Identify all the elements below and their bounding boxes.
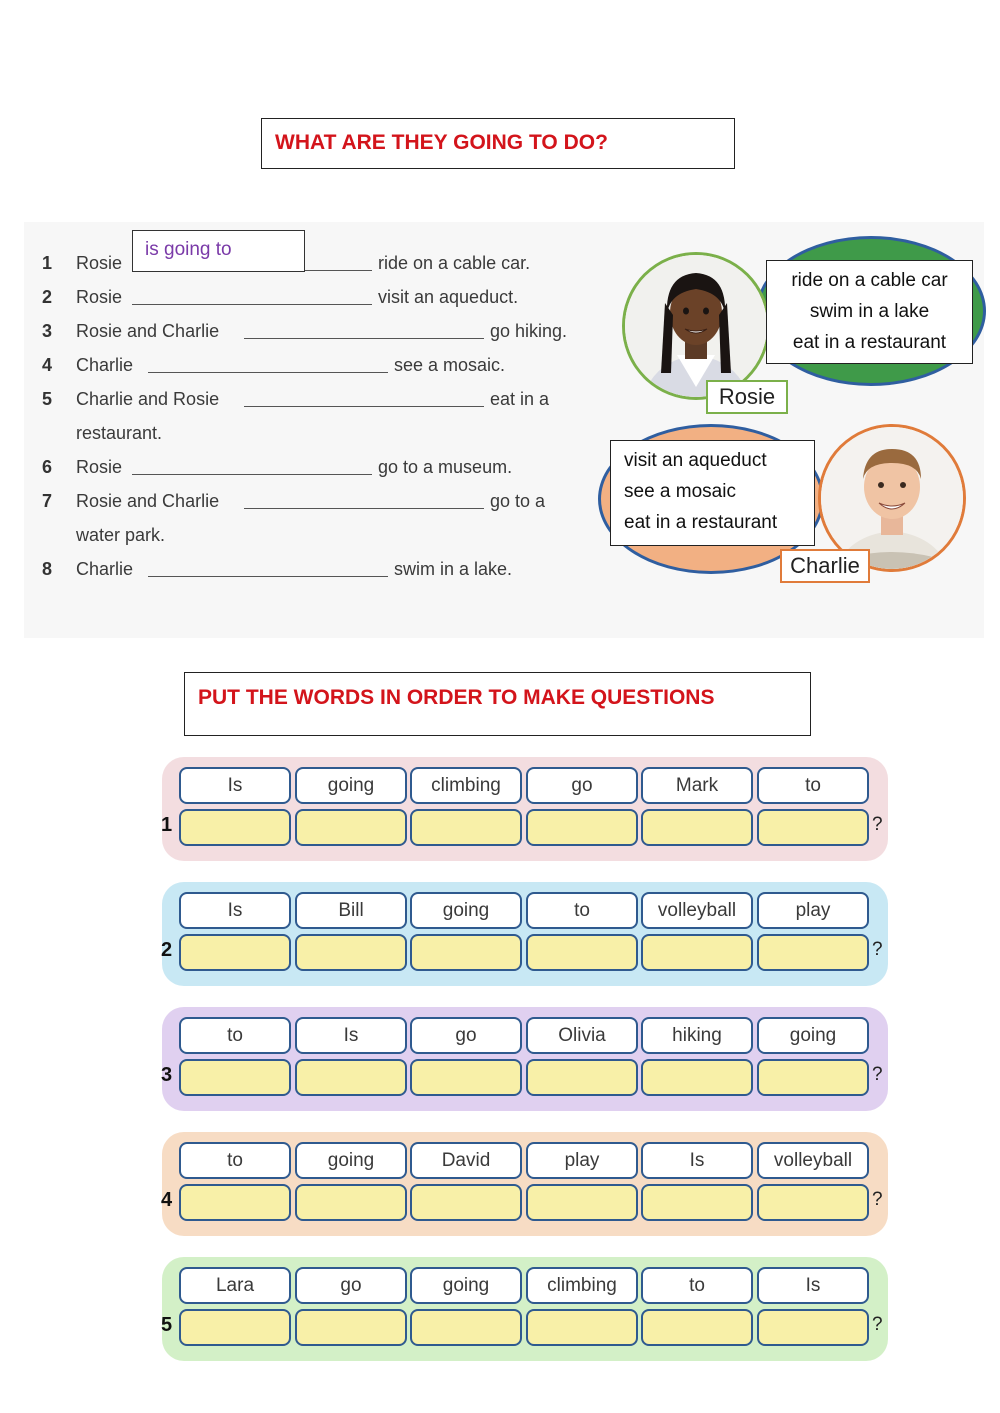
word-tile[interactable]: to <box>757 767 869 804</box>
word-tile[interactable]: Is <box>641 1142 753 1179</box>
line-subject: Rosie <box>76 457 123 477</box>
answer-slot[interactable] <box>641 1184 753 1221</box>
question-mark: ? <box>872 1314 883 1335</box>
line-number: 3 <box>42 321 53 341</box>
answer-slot[interactable] <box>410 809 522 846</box>
section-title-2: PUT THE WORDS IN ORDER TO MAKE QUESTIONS <box>184 672 811 736</box>
line-ending: see a mosaic. <box>394 355 506 375</box>
word-tile[interactable]: going <box>295 767 407 804</box>
line-number: 6 <box>42 457 53 477</box>
word-tile[interactable]: Is <box>295 1017 407 1054</box>
answer-blank[interactable] <box>132 304 372 305</box>
question-mark: ? <box>872 814 883 835</box>
charlie-name-tag: Charlie <box>780 549 870 583</box>
word-tile[interactable]: go <box>295 1267 407 1304</box>
answer-slot[interactable] <box>179 1184 291 1221</box>
charlie-activity: visit an aqueduct <box>624 450 767 471</box>
answer-blank[interactable] <box>244 338 484 339</box>
answer-slot[interactable] <box>526 1059 638 1096</box>
answer-slot[interactable] <box>526 809 638 846</box>
word-tile[interactable]: climbing <box>410 767 522 804</box>
answer-slot[interactable] <box>757 934 869 971</box>
question-number: 5 <box>161 1314 173 1336</box>
rosie-activity: ride on a cable car <box>791 270 948 291</box>
answer-slot[interactable] <box>641 1059 753 1096</box>
answer-blank[interactable] <box>148 576 388 577</box>
question-number: 4 <box>161 1189 173 1211</box>
word-tile[interactable]: hiking <box>641 1017 753 1054</box>
word-tile[interactable]: go <box>410 1017 522 1054</box>
word-tile[interactable]: Is <box>757 1267 869 1304</box>
word-tile[interactable]: go <box>526 767 638 804</box>
answer-slot[interactable] <box>179 1059 291 1096</box>
question-number: 3 <box>161 1064 173 1086</box>
word-tile[interactable]: Mark <box>641 767 753 804</box>
word-tile[interactable]: going <box>410 1267 522 1304</box>
answer-slot[interactable] <box>295 1184 407 1221</box>
line-subject: Rosie and Charlie <box>76 321 220 341</box>
answer-slot[interactable] <box>757 1184 869 1221</box>
word-tile[interactable]: to <box>641 1267 753 1304</box>
answer-slot[interactable] <box>757 809 869 846</box>
line-number: 7 <box>42 491 53 511</box>
rosie-activity: eat in a restaurant <box>792 332 947 353</box>
charlie-portrait-icon <box>821 427 963 569</box>
line-number: 8 <box>42 559 53 579</box>
line-ending: go to a museum. <box>378 457 513 477</box>
rosie-name-tag: Rosie <box>706 380 788 414</box>
word-tile[interactable]: Bill <box>295 892 407 929</box>
answer-slot[interactable] <box>410 1309 522 1346</box>
answer-blank[interactable] <box>132 474 372 475</box>
line-subject: Rosie <box>76 287 123 307</box>
rosie-photo <box>622 252 770 400</box>
answer-blank[interactable] <box>244 406 484 407</box>
word-tile[interactable]: going <box>295 1142 407 1179</box>
line-subject: Rosie and Charlie <box>76 491 220 511</box>
charlie-activities-box <box>610 440 815 546</box>
question-mark: ? <box>872 939 883 960</box>
question-mark: ? <box>872 1189 883 1210</box>
line-ending: swim in a lake. <box>394 559 513 579</box>
line-continuation-text: water park. <box>76 525 166 545</box>
answer-input-1[interactable]: is going to <box>132 230 305 272</box>
line-number: 2 <box>42 287 53 307</box>
line-number: 1 <box>42 253 53 273</box>
answer-slot[interactable] <box>526 1184 638 1221</box>
line-ending: ride on a cable car. <box>378 253 531 273</box>
answer-slot[interactable] <box>410 1184 522 1221</box>
line-ending: eat in a <box>490 389 550 409</box>
answer-slot[interactable] <box>179 1309 291 1346</box>
line-continuation-text: restaurant. <box>76 423 163 443</box>
answer-slot[interactable] <box>295 1059 407 1096</box>
answer-slot[interactable] <box>526 934 638 971</box>
word-tile[interactable]: play <box>757 892 869 929</box>
answer-blank[interactable] <box>244 508 484 509</box>
word-tile[interactable]: to <box>526 892 638 929</box>
word-tile[interactable]: volleyball <box>757 1142 869 1179</box>
answer-slot[interactable] <box>410 934 522 971</box>
line-number: 5 <box>42 389 53 409</box>
rosie-activity: swim in a lake <box>809 301 930 322</box>
word-tile[interactable]: David <box>410 1142 522 1179</box>
word-tile[interactable]: volleyball <box>641 892 753 929</box>
word-tile[interactable]: Olivia <box>526 1017 638 1054</box>
line-number: 4 <box>42 355 53 375</box>
question-number: 1 <box>161 814 173 836</box>
charlie-activity: eat in a restaurant <box>624 512 778 533</box>
answer-slot[interactable] <box>641 1309 753 1346</box>
charlie-activity: see a mosaic <box>624 481 736 502</box>
line-ending: go hiking. <box>490 321 568 341</box>
word-tile[interactable]: Is <box>179 767 291 804</box>
word-tile[interactable]: to <box>179 1142 291 1179</box>
answer-slot[interactable] <box>641 934 753 971</box>
line-subject: Charlie and Rosie <box>76 389 220 409</box>
question-mark: ? <box>872 1064 883 1085</box>
line-ending: go to a <box>490 491 546 511</box>
answer-slot[interactable] <box>179 934 291 971</box>
answer-slot[interactable] <box>295 809 407 846</box>
word-tile[interactable]: play <box>526 1142 638 1179</box>
section-title-1: WHAT ARE THEY GOING TO DO? <box>261 118 735 169</box>
word-tile[interactable]: to <box>179 1017 291 1054</box>
word-tile[interactable]: Is <box>179 892 291 929</box>
rosie-activities-box <box>766 260 973 364</box>
line-subject: Charlie <box>76 355 134 375</box>
answer-slot[interactable] <box>757 1309 869 1346</box>
answer-slot[interactable] <box>295 1309 407 1346</box>
line-subject: Charlie <box>76 559 134 579</box>
answer-slot[interactable] <box>641 809 753 846</box>
answer-blank[interactable] <box>148 372 388 373</box>
word-tile[interactable]: going <box>757 1017 869 1054</box>
line-ending: visit an aqueduct. <box>378 287 519 307</box>
word-tile[interactable]: going <box>410 892 522 929</box>
line-subject: Rosie <box>76 253 123 273</box>
answer-slot[interactable] <box>295 934 407 971</box>
question-number: 2 <box>161 939 173 961</box>
answer-slot[interactable] <box>410 1059 522 1096</box>
word-tile[interactable]: climbing <box>526 1267 638 1304</box>
rosie-portrait-icon <box>625 255 767 397</box>
answer-slot[interactable] <box>179 809 291 846</box>
word-tile[interactable]: Lara <box>179 1267 291 1304</box>
answer-slot[interactable] <box>526 1309 638 1346</box>
answer-slot[interactable] <box>757 1059 869 1096</box>
